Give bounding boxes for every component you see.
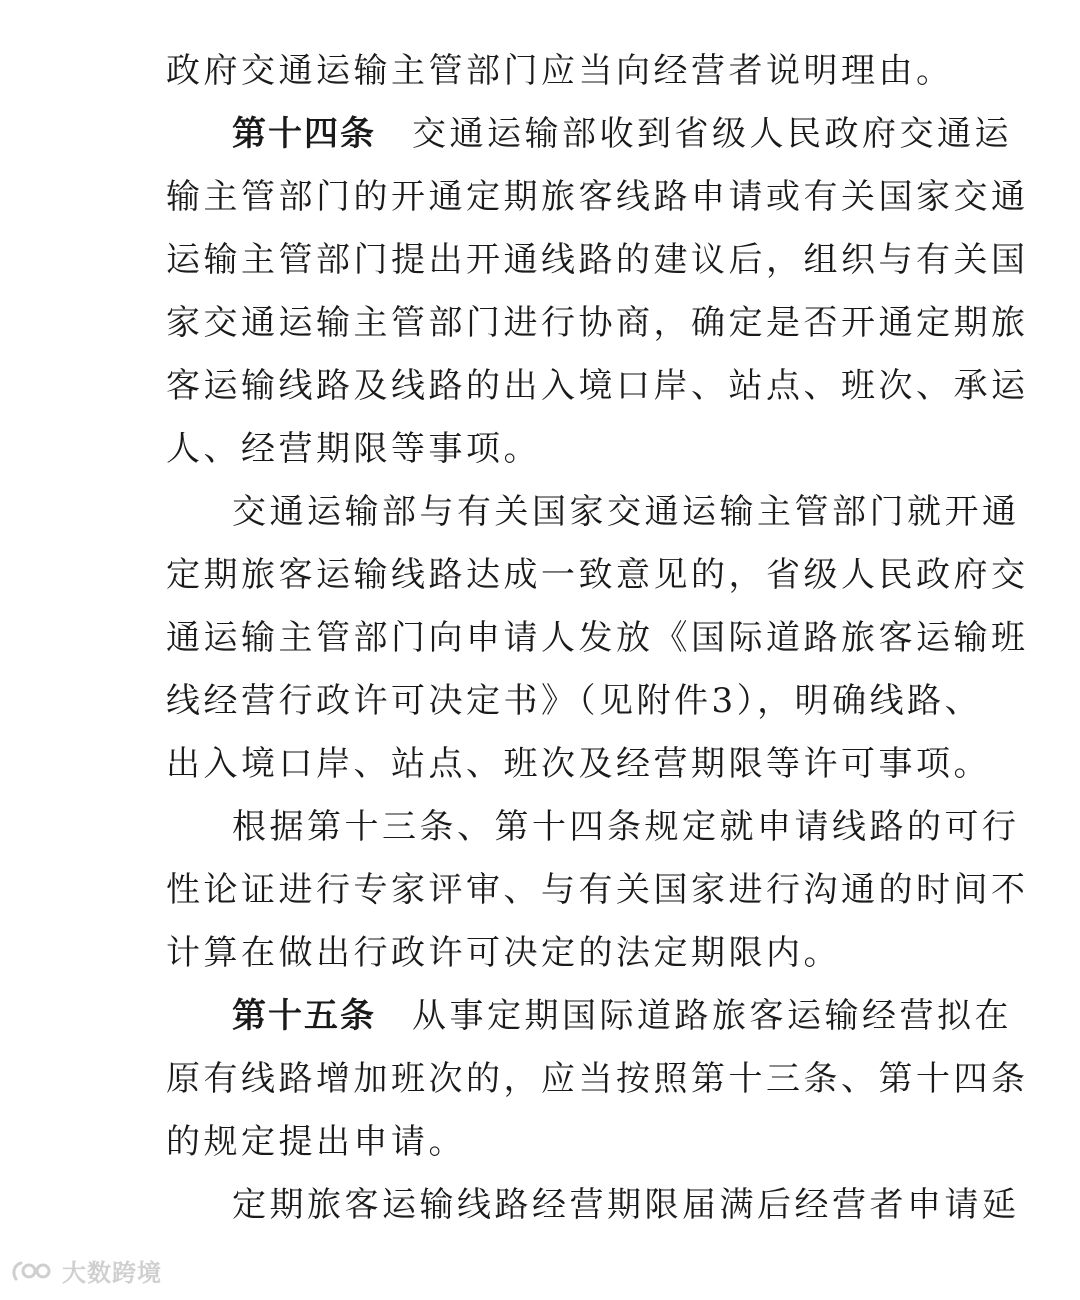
text-line: 运输主管部门提出开通线路的建议后，组织与有关国 [166,240,1029,280]
text-line: 根据第十三条、第十四条规定就申请线路的可行 [232,807,1020,847]
text-line: 原有线路增加班次的，应当按照第十三条、第十四条 [166,1059,1029,1099]
text-line: 性论证进行专家评审、与有关国家进行沟通的时间不 [166,870,1029,910]
text-line: 计算在做出行政许可决定的法定期限内。 [166,933,841,973]
text-line: 家交通运输主管部门进行协商，确定是否开通定期旅 [166,303,1029,343]
article-paragraph-first-line [166,985,1012,1048]
watermark [10,1253,162,1288]
brand-logo-icon [10,1259,56,1283]
document-body [166,40,1029,1237]
watermark-text: 大数跨境 [62,1259,162,1287]
text-line: 交通运输部与有关国家交通运输主管部门就开通 [232,492,1020,532]
text-line: 通运输主管部门向申请人发放《国际道路旅客运输班 [166,618,1029,658]
text-line: 人、经营期限等事项。 [166,429,541,469]
text-line: 从事定期国际道路旅客运输经营拟在 [412,996,1012,1036]
text-line: 线经营行政许可决定书》（见附件3），明确线路、 [166,681,983,721]
article-paragraph-first-line [166,103,1012,166]
text-line: 的规定提出申请。 [166,1122,466,1162]
text-line: 定期旅客运输线路达成一致意见的，省级人民政府交 [166,555,1029,595]
text-line: 交通运输部收到省级人民政府交通运 [412,114,1012,154]
text-line: 客运输线路及线路的出入境口岸、站点、班次、承运 [166,366,1029,406]
text-line: 出入境口岸、站点、班次及经营期限等许可事项。 [166,744,991,784]
text-line: 定期旅客运输线路经营期限届满后经营者申请延 [232,1185,1020,1225]
text-line: 政府交通运输主管部门应当向经营者说明理由。 [166,51,954,91]
text-line: 输主管部门的开通定期旅客线路申请或有关国家交通 [166,177,1029,217]
article-heading: 第十五条 [232,996,376,1036]
article-heading: 第十四条 [232,114,376,154]
